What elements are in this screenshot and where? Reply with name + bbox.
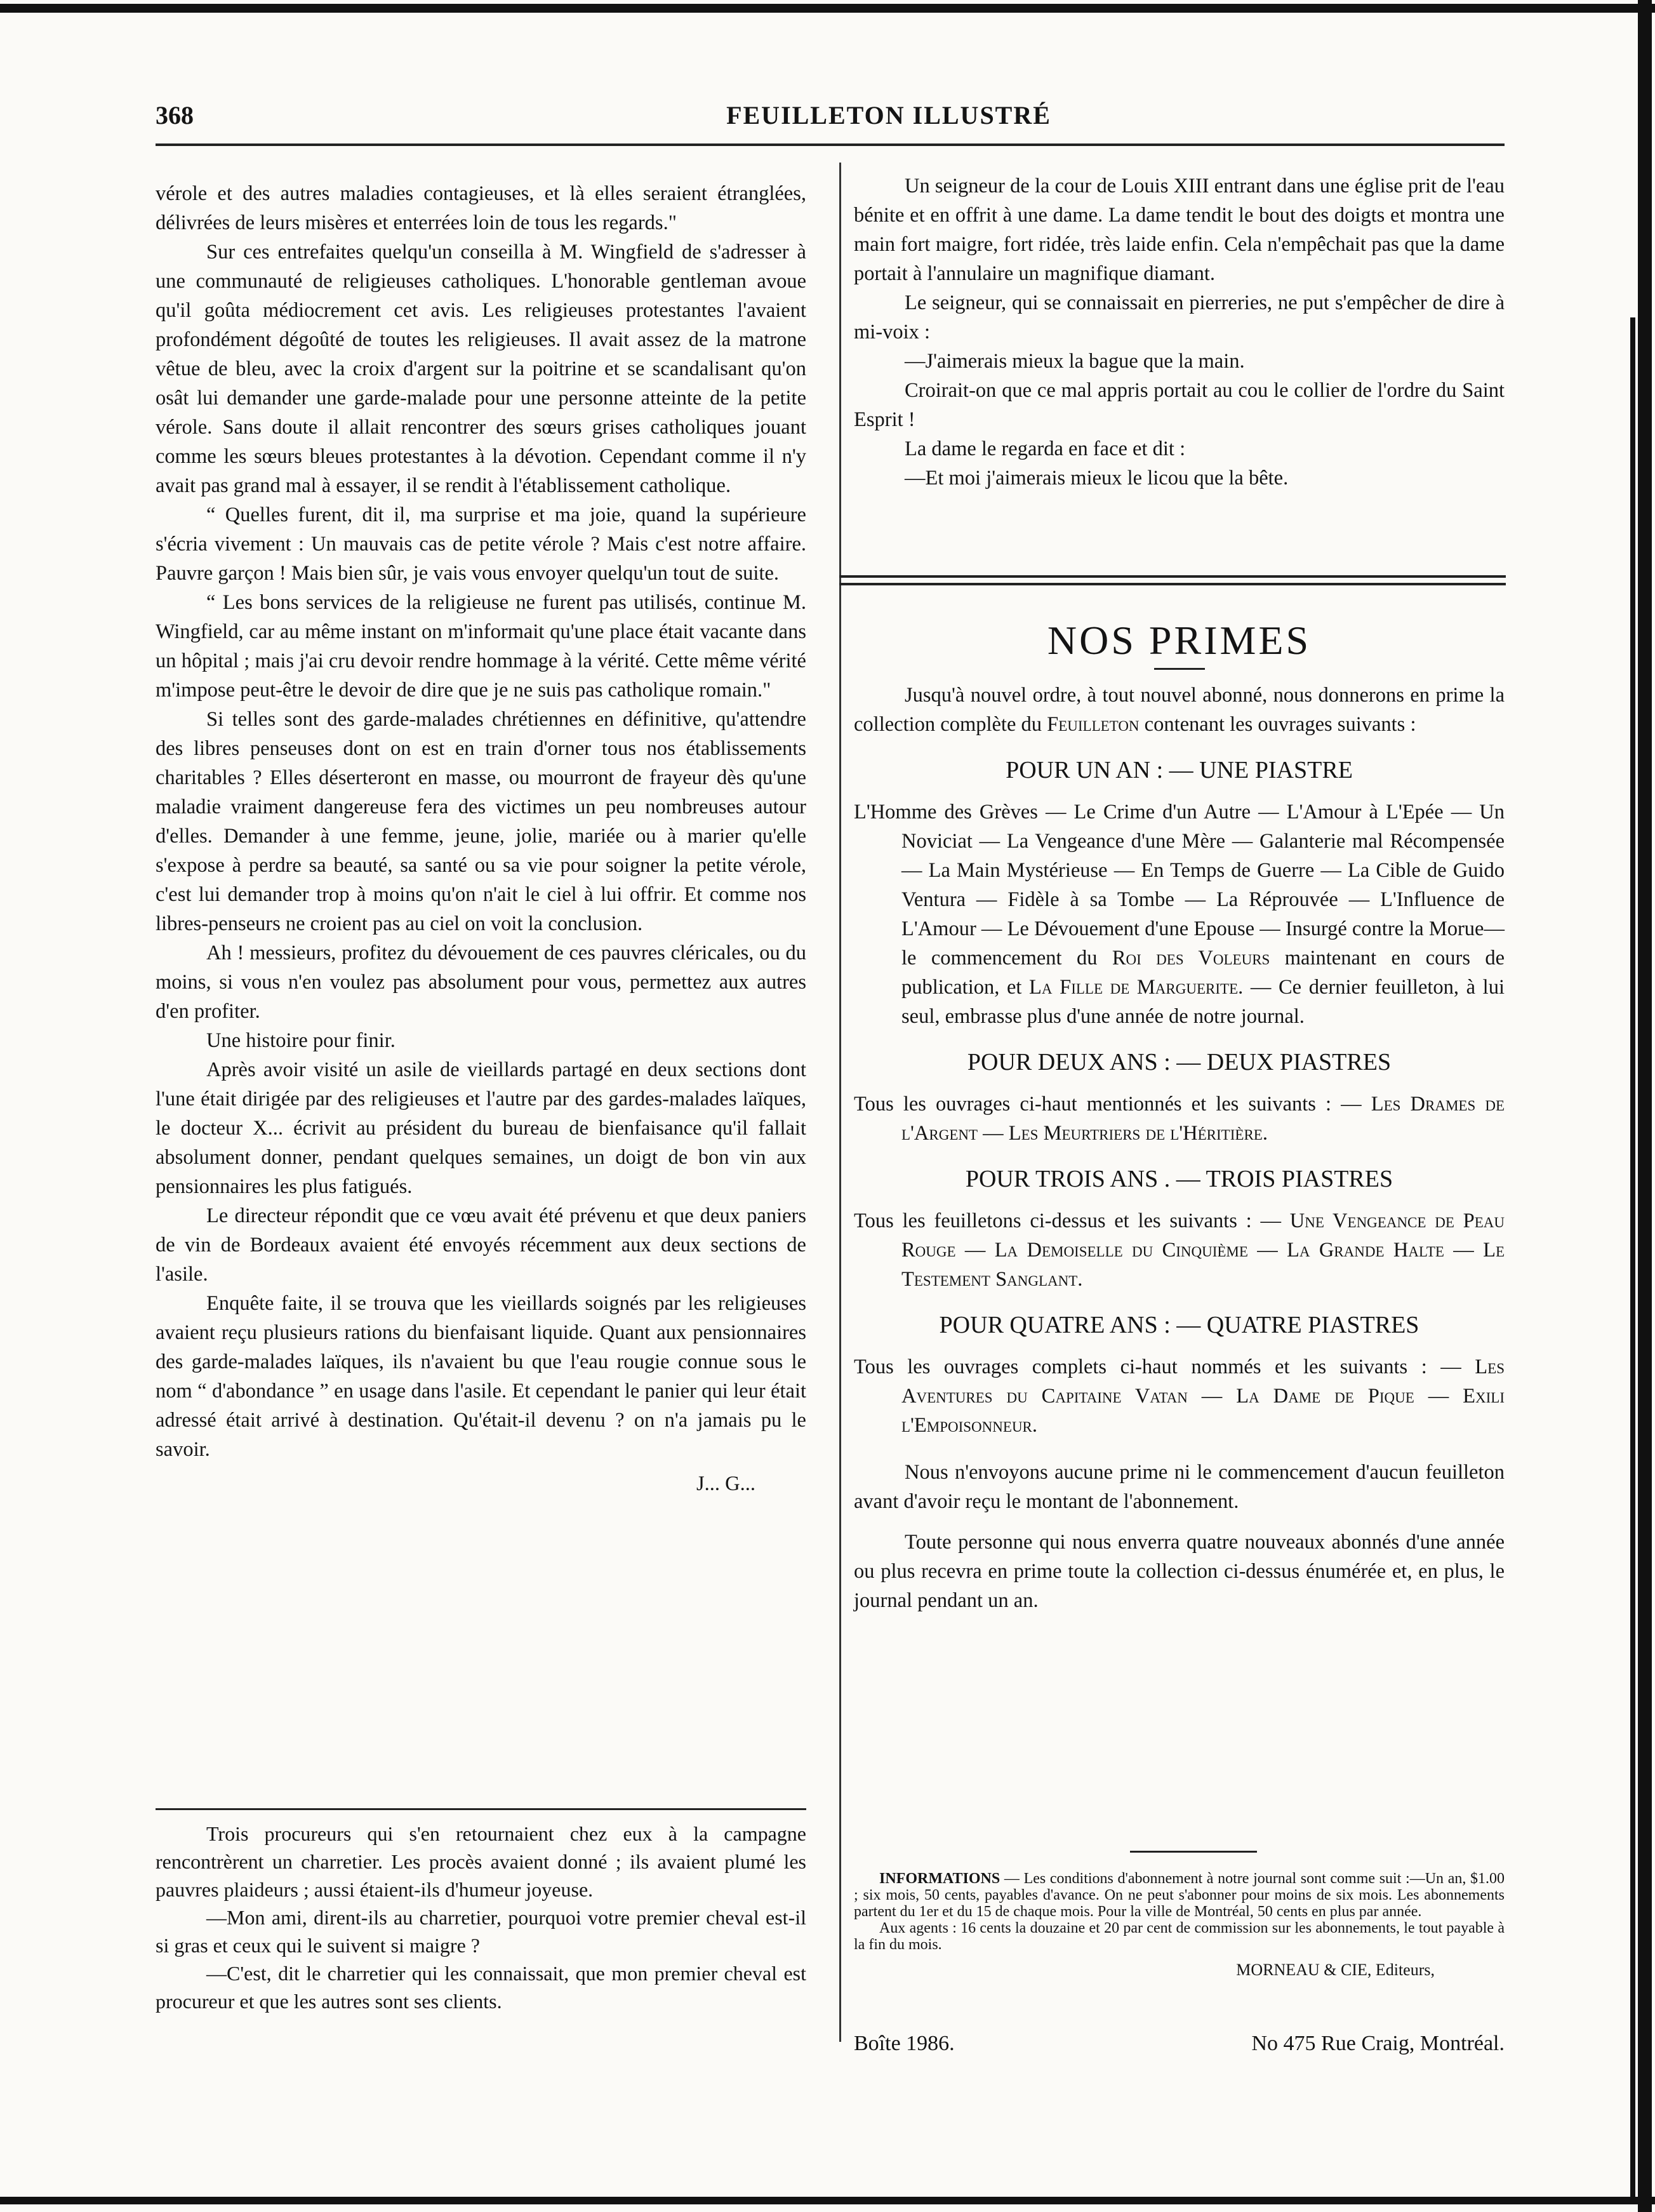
anecdote-paragraph: —C'est, dit le charretier qui les connaissait, que mon premier cheval est procureur et que les autres sont ses clients. xyxy=(156,1962,806,2013)
publisher-name: MORNEAU & CIE, Editeurs, xyxy=(1236,1961,1435,1979)
anecdote-paragraph: Le seigneur, qui se connaissait en pierreries, ne put s'empêcher de dire à mi-voix : xyxy=(854,291,1505,343)
section-double-rule-top xyxy=(839,575,1506,578)
article-paragraph: Ah ! messieurs, profitez du dévouement de ces pauvres cléricales, ou du moins, si vous n'en voulez pas absolument pour vous, permettez aux autres d'en profiter. xyxy=(156,942,806,1023)
tier-four-list: Tous les ouvrages complets ci-haut nommés et les suivants : — Les Aventures du Capitaine Vatan — La Dame de Pique — Exili l'Empoisonneur. xyxy=(854,1356,1505,1437)
tier-three-list: Tous les feuilletons ci-dessus et les suivants : — Une Vengeance de Peau Rouge — La Demoiselle du Cinquième — La Grande Halte — Le Testement Sanglant. xyxy=(854,1209,1505,1291)
primes-note: Toute personne qui nous enverra quatre nouveaux abonnés d'une année ou plus recevra en prime toute la collection ci-dessus énumérée et, en plus, le journal pendant un an. xyxy=(854,1531,1505,1612)
left-column-article xyxy=(156,179,806,1498)
primes-note: Nous n'envoyons aucune prime ni le commencement d'aucun feuilleton avant d'avoir reçu le montant de l'abonnement. xyxy=(854,1461,1505,1513)
article-paragraph: “ Quelles furent, dit il, ma surprise et ma joie, quand la supérieure s'écria vivement : Un mauvais cas de petite vérole ? Mais c'est notre affaire. Pauvre garçon ! Mais bien sûr, je vais vous envoyer quelqu'un tout de suite. xyxy=(156,503,806,585)
primes-intro: Jusqu'à nouvel ordre, à tout nouvel abonné, nous donnerons en prime la collection complète du Feuilleton contenant les ouvrages suivants : xyxy=(854,684,1505,736)
tier-three-heading: POUR TROIS ANS . — TROIS PIASTRES xyxy=(965,1166,1393,1192)
po-box: Boîte 1986. xyxy=(854,2032,955,2055)
right-scan-edge xyxy=(1638,0,1652,2212)
primes-section xyxy=(854,681,1505,1615)
article-paragraph: Si telles sont des garde-malades chrétiennes en définitive, qu'attendre des libres penseuses dont on est en train d'orner tous nos établissements charitables ? Elles déserteront en masse, ou mourront de frayeur dès qu'une maladie vraiment dangereuse fera des victimes un peu nombreuses autour d'elles. Demander à une femme, jeune, jolie, mariée ou à marier qu'elle s'expose à perdre sa beauté, sa santé ou sa vie pour soigner la petite vérole, c'est lui demander trop à moins qu'on n'ait le ciel à lui offrir. Et comme nos libres-penseurs ne croient pas au ciel on voit la conclusion. xyxy=(156,708,806,935)
section-double-rule-bottom xyxy=(839,583,1506,585)
anecdote-paragraph: Trois procureurs qui s'en retournaient chez eux à la campagne rencontrèrent un charretier. Les procès avaient donné ; ils avaient plumé les pauvres plaideurs ; aussi étaient-ils d'humeur joyeuse. xyxy=(156,1822,806,1901)
novel-titles: Les Aventures du Capitaine Vatan — La Dame de Pique — Exili l'Empoisonneur. xyxy=(901,1356,1505,1437)
author-signature: J... G... xyxy=(696,1472,755,1495)
anecdote-paragraph: —J'aimerais mieux la bague que la main. xyxy=(905,350,1245,373)
tier-two-heading: POUR DEUX ANS : — DEUX PIASTRES xyxy=(967,1049,1392,1076)
anecdote-paragraph: Croirait-on que ce mal appris portait au cou le collier de l'ordre du Saint Esprit ! xyxy=(854,379,1505,431)
subscription-info xyxy=(854,1870,1505,1978)
article-paragraph: Une histoire pour finir. xyxy=(206,1029,395,1052)
article-paragraph: vérole et des autres maladies contagieuses, et là elles seraient étranglées, délivrées de leurs misères et enterrées loin de tous les regards." xyxy=(156,182,806,234)
heading-short-rule xyxy=(1154,668,1205,670)
novel-titles: Les Drames de l'Argent — Les Meurtriers de l'Héritière. xyxy=(901,1093,1505,1145)
novel-title: La Fille de Marguerite. xyxy=(1029,976,1244,999)
anecdote-paragraph: Un seigneur de la cour de Louis XIII entrant dans une église prit de l'eau bénite et en offrit à une dame. La dame tendit le bout des doigts et montra une main fort maigre, fort ridée, très laide enfin. Cela n'empêchait pas que la dame portait à l'annulaire un magnifique diamant. xyxy=(854,175,1505,285)
info-separator xyxy=(1130,1851,1257,1853)
column-separator xyxy=(839,163,841,2042)
tier-one-heading: POUR UN AN : — UNE PIASTRE xyxy=(1006,757,1353,783)
anecdote-paragraph: —Mon ami, dirent-ils au charretier, pourquoi votre premier cheval est-il si gras et ceux qui le suivent si maigre ? xyxy=(156,1906,806,1957)
anecdote-paragraph: —Et moi j'aimerais mieux le licou que la bête. xyxy=(905,467,1289,490)
anecdote-separator xyxy=(156,1808,806,1810)
right-scan-edge-inner xyxy=(1630,317,1635,2197)
street-address: No 475 Rue Craig, Montréal. xyxy=(1251,2032,1505,2055)
article-paragraph: Le directeur répondit que ce vœu avait été prévenu et que deux paniers de vin de Bordeaux avaient été envoyés récemment aux deux sections de l'asile. xyxy=(156,1204,806,1286)
bottom-border-rule xyxy=(0,2197,1655,2204)
article-paragraph: Sur ces entrefaites quelqu'un conseilla à M. Wingfield de s'adresser à une communauté de religieuses catholiques. L'honorable gentleman avoue qu'il goûta médiocrement cet avis. Les religieuses protestantes l'avaient profondément dégoûté de toutes les religieuses. Il avait assez de la matrone vêtue de bleu, avec la croix d'argent sur la poitrine et se scandalisant qu'on osât lui demander une garde-malade pour une personne atteinte de la petite vérole. Sans doute il allait rencontrer des sœurs grises catholiques jouant comme les sœurs bleues protestantes à la dévotion. Cependant comme il n'y avait pas grand mal à essayer, il se rendit à l'établissement catholique. xyxy=(156,241,806,497)
novel-title: Roi des Voleurs xyxy=(1112,947,1270,969)
tier-two-list: Tous les ouvrages ci-haut mentionnés et les suivants : — Les Drames de l'Argent — Les Meurtriers de l'Héritière. xyxy=(854,1093,1505,1145)
left-anecdote xyxy=(156,1820,806,2015)
top-border-rule xyxy=(0,4,1655,13)
tier-four-heading: POUR QUATRE ANS : — QUATRE PIASTRES xyxy=(939,1312,1419,1338)
article-paragraph: Enquête faite, il se trouva que les vieillards soignés par les religieuses avaient reçu plusieurs rations du bienfaisant liquide. Quant aux pensionnaires des garde-malades laïques, ils n'avaient bu que l'eau rougie connue sous le nom “ d'abondance ” en usage dans l'asile. Et cependant le panier qui leur était adressé était arrivé à destination. Qu'était-il devenu ? on n'a jamais pu le savoir. xyxy=(156,1292,806,1461)
journal-name: Feuilleton xyxy=(1047,713,1140,736)
primes-heading: NOS PRIMES xyxy=(1047,618,1312,663)
running-header-title: FEUILLETON ILLUSTRÉ xyxy=(726,101,1051,130)
header-rule xyxy=(156,143,1505,146)
tier-one-list: L'Homme des Grèves — Le Crime d'un Autre — L'Amour à L'Epée — Un Noviciat — La Vengeance d'une Mère — Galanterie mal Récompensée — La Main Mystérieuse — En Temps de Guerre — La Cible de Guido Ventura — Fidèle à sa Tombe — La Réprouvée — L'Influence de L'Amour — Le Dévouement d'une Epouse — Insurgé contre la Morue—le commencement du Roi des Voleurs maintenant en cours de publication, et La Fille de Marguerite. — Ce dernier feuilleton, à lui seul, embrasse plus d'une année de notre journal. xyxy=(854,801,1505,1028)
agents-info: Aux agents : 16 cents la douzaine et 20 par cent de commission sur les abonnements, le tout payable à la fin du mois. xyxy=(854,1920,1505,1953)
info-label: INFORMATIONS xyxy=(879,1870,1000,1887)
article-paragraph: Après avoir visité un asile de vieillards partagé en deux sections dont l'une était dirigée par des religieuses et l'autre par des gardes-malades laïques, le docteur X... écrivit au président du bureau de bienfaisance qu'il fallait absolument donner, pendant quelques semaines, un doigt de bon vin aux pensionnaires les plus fatigués. xyxy=(156,1058,806,1198)
anecdote-paragraph: La dame le regarda en face et dit : xyxy=(905,437,1186,460)
info-text: — Les conditions d'abonnement à notre journal sont comme suit :—Un an, $1.00 ; six mois, 50 cents, payables d'avance. On ne peut s'abonner pour moins de six mois. Les abonnements partent du 1er et du 15 de chaque mois. Pour la ville de Montréal, 50 cents en plus par année. xyxy=(854,1870,1505,1920)
page-number: 368 xyxy=(156,101,194,130)
novel-titles: Une Vengeance de Peau Rouge — La Demoiselle du Cinquième — La Grande Halte — Le Testement Sanglant. xyxy=(901,1209,1505,1291)
article-paragraph: “ Les bons services de la religieuse ne furent pas utilisés, continue M. Wingfield, car au même instant on m'informait qu'une place était vacante dans un hôpital ; mais j'ai cru devoir rendre hommage à la vérité. Cette même vérité m'impose peut-être le devoir de dire que je ne suis pas catholique romain." xyxy=(156,591,806,702)
right-anecdote xyxy=(854,171,1505,493)
